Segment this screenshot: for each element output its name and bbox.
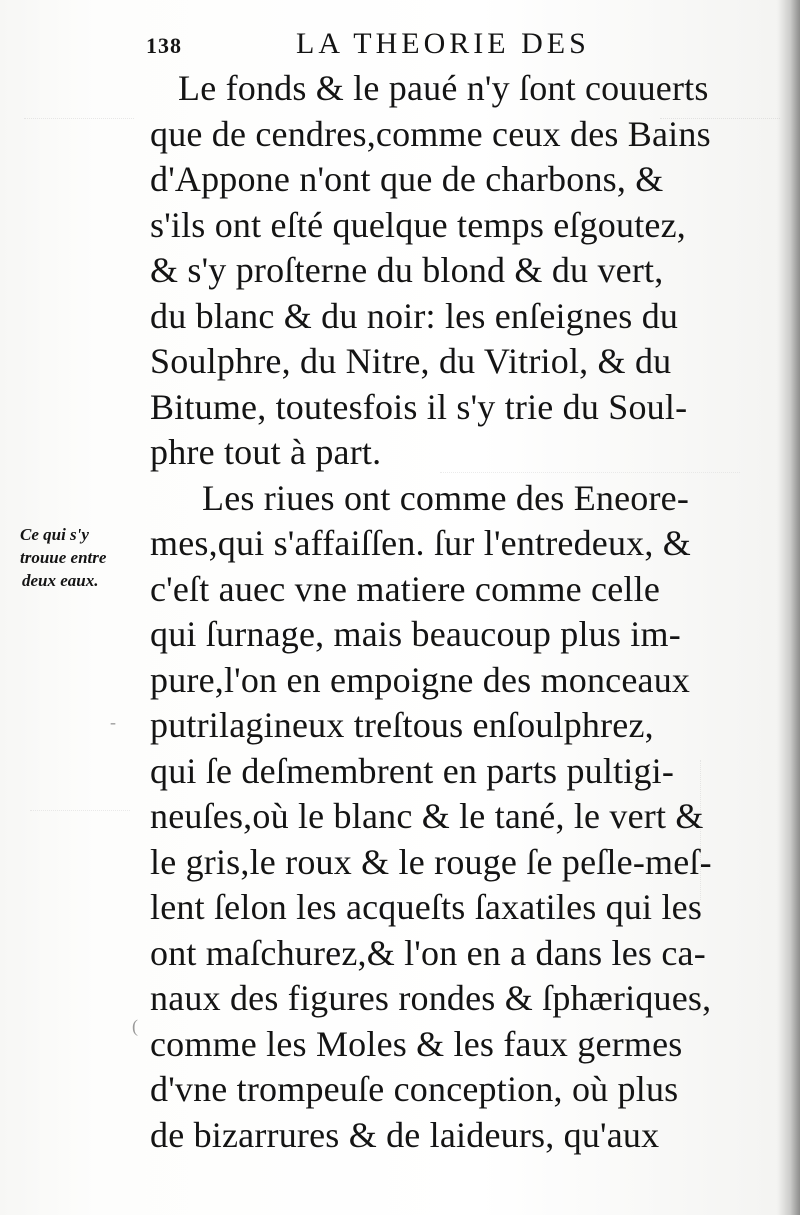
- text-line: d'Appone n'ont que de charbons, &: [150, 159, 664, 199]
- page-edge-shadow: [778, 0, 800, 1215]
- text-line: ont maſchurez,& l'on en a dans les ca-: [150, 932, 706, 973]
- text-line: Le fonds & le paué n'y ſont couuerts: [178, 68, 709, 108]
- text-line: le gris,le roux & le rouge ſe peſle-meſ-: [150, 841, 712, 882]
- page-number: 138: [146, 33, 182, 58]
- text-line: s'ils ont eſté quelque temps eſgoutez,: [150, 204, 686, 245]
- text-line: qui ſe deſmembrent en parts pultigi-: [150, 750, 675, 791]
- text-line: de bizarrures & de laideurs, qu'aux: [150, 1114, 660, 1155]
- margin-tick-mark: -: [110, 712, 116, 732]
- text-line: lent ſelon les acqueſts ſaxatiles qui les: [150, 887, 703, 927]
- margin-note-line: deux eaux.: [22, 571, 99, 590]
- text-line: du blanc & du noir: les enſeignes du: [150, 295, 679, 336]
- text-line: & s'y proſterne du blond & du vert,: [150, 250, 664, 290]
- margin-note-line: Ce qui s'y: [20, 525, 89, 544]
- text-line: naux des figures rondes & ſphæriques,: [150, 978, 712, 1018]
- text-line: putrilagineux treſtous enſoulphrez,: [150, 705, 654, 745]
- body-text: [150, 66, 770, 1158]
- text-line: comme les Moles & les faux germes: [150, 1023, 683, 1064]
- text-line: qui ſurnage, mais beaucoup plus im-: [150, 614, 681, 654]
- text-line: que de cendres,comme ceux des Bains: [150, 113, 711, 154]
- text-line: Les riues ont comme des Eneore-: [202, 477, 690, 518]
- bleed-through-mark: [30, 810, 130, 871]
- text-line: mes,qui s'affaiſſen. ſur l'entredeux, &: [150, 523, 691, 563]
- running-head: LA THEORIE DES: [296, 27, 590, 60]
- text-line: c'eſt auec vne matiere comme celle: [150, 568, 660, 609]
- text-line: Soulphre, du Nitre, du Vitriol, & du: [150, 341, 672, 381]
- margin-note: [16, 523, 152, 592]
- text-line: phre tout à part.: [150, 432, 382, 472]
- text-line: d'vne trompeuſe conception, où plus: [150, 1069, 679, 1109]
- margin-tick-mark: (: [132, 1016, 138, 1036]
- text-line: Bitume, toutesfois il s'y trie du Soul-: [150, 386, 688, 427]
- text-line: pure,l'on en empoigne des monceaux: [150, 659, 691, 700]
- text-line: neuſes,où le blanc & le tané, le vert &: [150, 796, 704, 836]
- margin-note-line: trouue entre: [20, 548, 107, 567]
- bleed-through-mark: [24, 118, 134, 149]
